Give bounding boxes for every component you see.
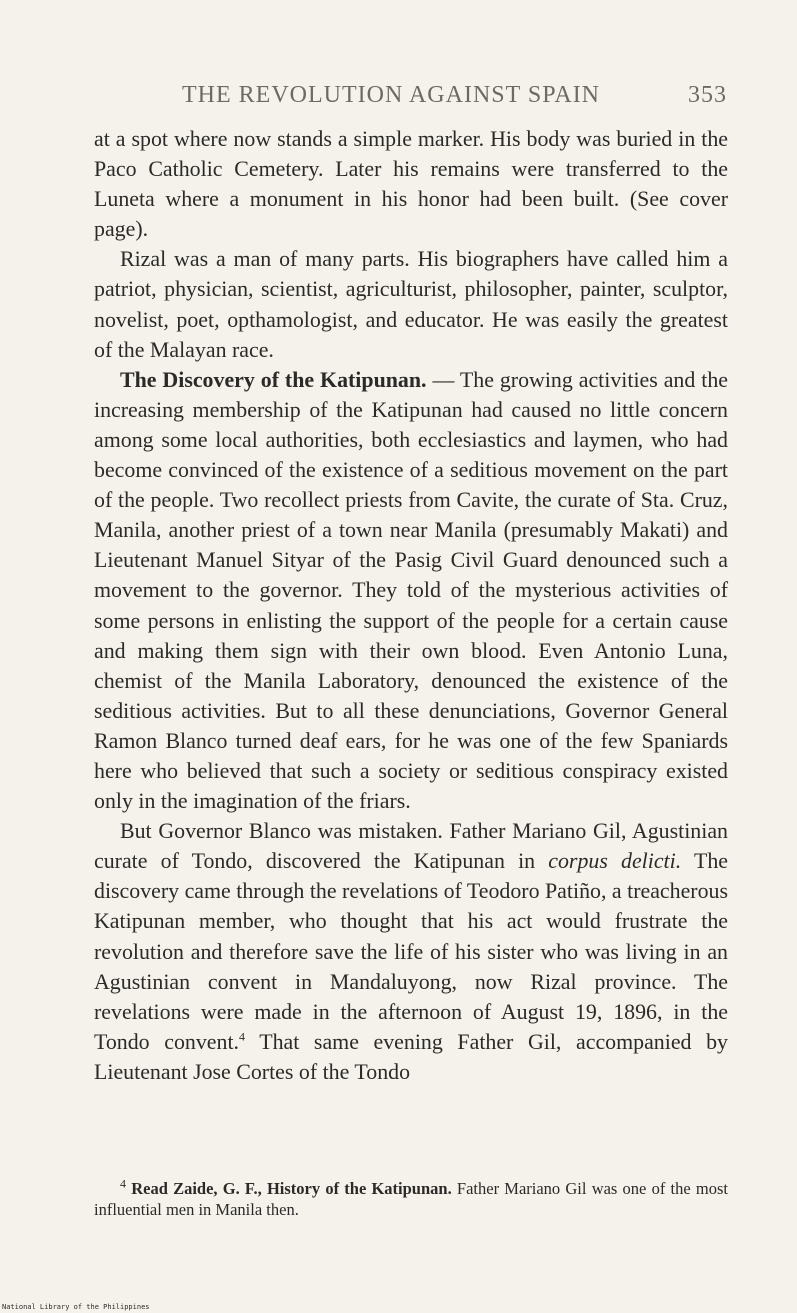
running-header [182, 82, 727, 112]
body-text [94, 124, 728, 1087]
paragraph-3 [94, 365, 728, 816]
paragraph-3-text: — The growing activities and the increasing membership of the Katipunan had caused no little concern among some local authorities, both ecclesiastics and laymen, who had become convinced of the existence of a seditious movement on the part of the people. Two recollect priests from Cavite, the curate of Sta. Cruz, Manila, another priest of a town near Manila (presumably Makati) and Lieutenant Manuel Sityar of the Pasig Civil Guard denounced such a movement to the governor. They told of the mysterious activities of some persons in enlisting the support of the people for a certain cause and making them sign with their own blood. Even Antonio Luna, chemist of the Manila Laboratory, denounced the existence of the seditious activities. But to all these denunciations, Governor General Ramon Blanco turned deaf ears, for he was one of the few Spaniards here who believed that such a society or seditious conspiracy existed only in the imagination of the friars. [94, 366, 728, 814]
footnote-citation: Read Zaide, G. F., History of the Katipunan. [126, 1179, 452, 1198]
page-number: 353 [688, 82, 727, 108]
footnote-reference: 4 [239, 1029, 245, 1044]
paragraph-4-text-a: But Governor Blanco was mistaken. Father Mariano Gil, Agustinian curate of Tondo, discovered the Katipunan in [94, 818, 728, 874]
footnote [94, 1178, 728, 1220]
footnote-note: Father Mariano Gil was one of the most influential men in Manila then. [94, 1179, 728, 1219]
footnote-marker: 4 [120, 1176, 126, 1191]
paragraph-2: Rizal was a man of many parts. His biographers have called him a patriot, physician, scientist, agriculturist, philosopher, painter, sculptor, novelist, poet, opthamologist, and educator. He was easily the greatest of the Malayan race. [94, 246, 728, 362]
library-stamp: National Library of the Philippines [2, 1303, 150, 1311]
running-title: THE REVOLUTION AGAINST SPAIN [182, 82, 601, 108]
paragraph-1: at a spot where now stands a simple marker. His body was buried in the Paco Catholic Cemetery. Later his remains were transferred to the Luneta where a monument in his honor had been built. (See cover page). [94, 126, 728, 242]
paragraph-4 [94, 816, 728, 1087]
paragraph-4-text-b: The discovery came through the revelations of Teodoro Patiño, a treacherous Katipunan member, who thought that his act would frustrate the revolution and therefore save the life of his sister who was living in an Agustinian convent in Mandaluyong, now Rizal province. The revelations were made in the afternoon of August 19, 1896, in the Tondo convent. [94, 848, 728, 1054]
paragraph-4-text-c: That same evening Father Gil, accompanied by Lieutenant Jose Cortes of the Tondo [94, 1028, 728, 1084]
paragraph-4-italic: corpus delicti. [548, 848, 682, 874]
footnote-text [94, 1178, 728, 1220]
section-heading: The Discovery of the Katipunan. [120, 366, 427, 392]
